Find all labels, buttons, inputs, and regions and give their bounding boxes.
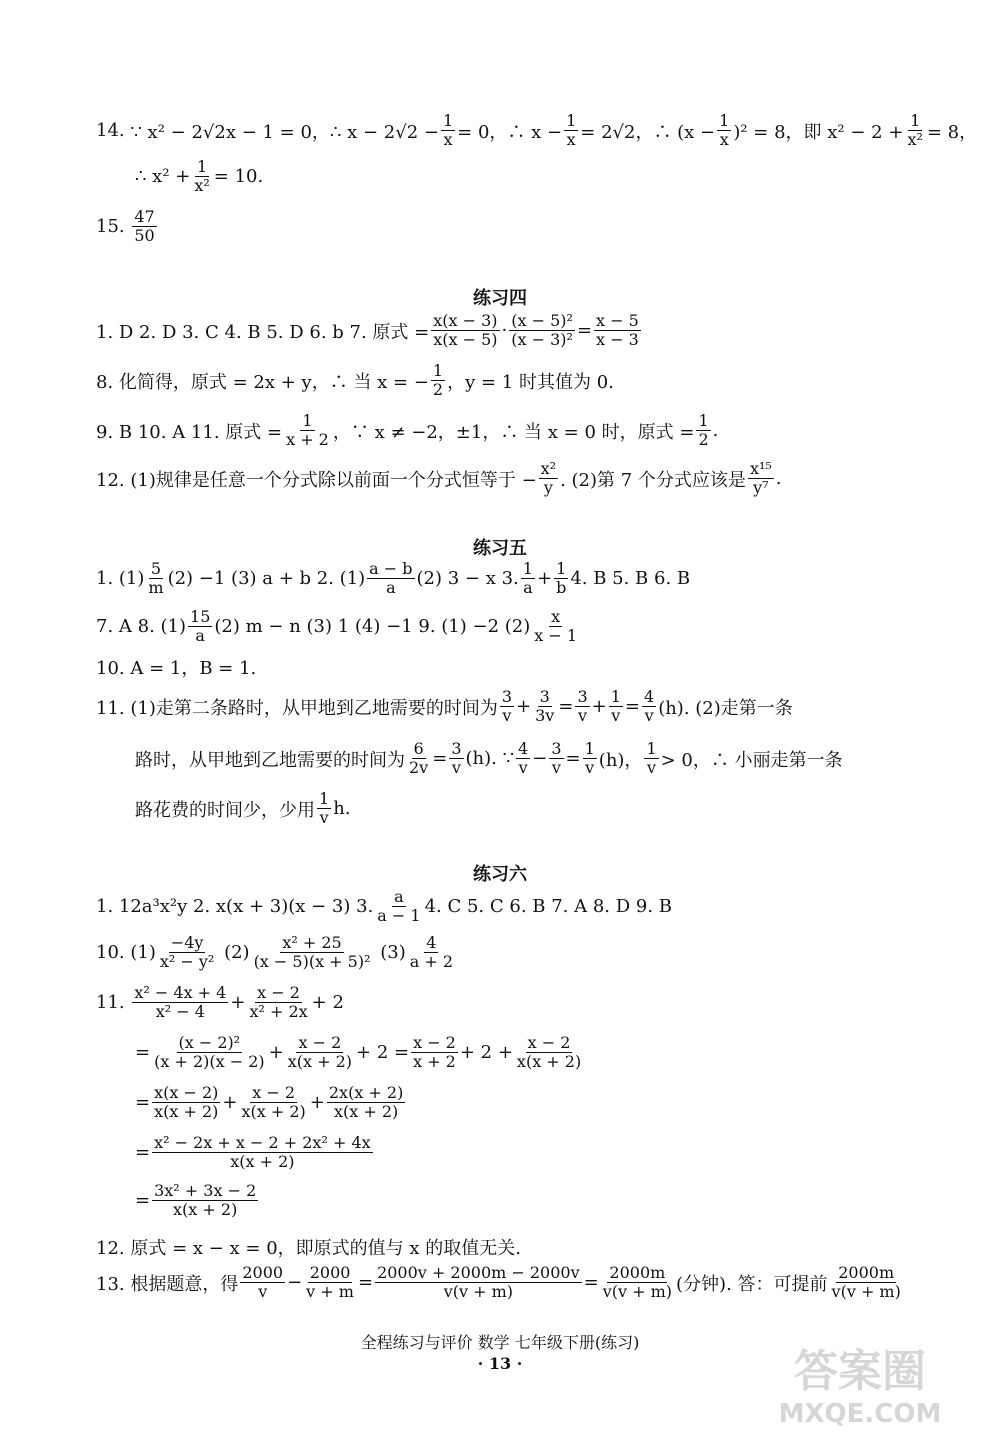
footer-title: 全程练习与评价 数学 七年级下册(练习) bbox=[360, 1333, 640, 1352]
fraction: $\frac{\text{3x² + 3x − 2}}{x(x + 2)}$ bbox=[154, 1181, 257, 1220]
fraction: $\frac{3}{v}$ bbox=[451, 739, 462, 778]
fraction: $\frac{15}{a}$ bbox=[190, 607, 211, 646]
math-text: (h). (2)走第一条 bbox=[658, 697, 793, 719]
fraction: $\frac{x - 2}{\text{x² + 2x}}$ bbox=[249, 983, 308, 1022]
math-text: (2) −1 (3) a + b 2. (1) bbox=[167, 568, 366, 590]
fraction: $\frac{x - 2}{x + 2}$ bbox=[413, 1033, 456, 1072]
item-number: 15. bbox=[96, 216, 125, 238]
ex6-line10 bbox=[96, 934, 457, 972]
section-heading-6: 练习六 bbox=[473, 864, 527, 885]
math-text: ∵ x² − 2√2x − 1 = 0，∴ x − 2√2 − bbox=[130, 121, 439, 143]
fraction: $\frac{1}{v}$ bbox=[319, 789, 330, 828]
ex6-line11-step4: = $\frac{\text{x² − 2x + x − 2 + 2x² + 4x}}{x(x + 2)}$ bbox=[135, 1133, 371, 1172]
ex6-line11-step2: = $\frac{\text{(x − 2)²}}{(x + 2)(x - 2)}$ + $\frac{x - 2}{x(x + 2)}$ + 2 = $\frac{x - 2}{x + 2}$ + 2 + $\frac{x - 2}{x(x + 2)}$ bbox=[135, 1033, 582, 1072]
fraction: $\frac{3}{v}$ bbox=[577, 687, 588, 726]
ex6-line11-step3: = $\frac{x(x - 2)}{x(x + 2)}$ + $\frac{x - 2}{x(x + 2)}$ + $\frac{2x(x + 2)}{x(x + 2)}$ bbox=[135, 1083, 404, 1122]
fraction: $\frac{4}{a + 2}$ bbox=[409, 933, 454, 972]
answer-14-line1 bbox=[96, 112, 977, 150]
ex6-line11-step1: 11. $\frac{\text{x² − 4x + 4}}{\text{x² − 4}}$ + $\frac{x - 2}{\text{x² + 2x}}$ + 2 bbox=[96, 983, 344, 1022]
item-number: 11. bbox=[96, 992, 125, 1014]
math-text: 路花费的时间少，少用 bbox=[135, 799, 315, 821]
section-heading-5: 练习五 bbox=[473, 538, 527, 559]
math-text: > 0，∴ 小丽走第一条 bbox=[660, 749, 843, 771]
math-text: (h)， bbox=[598, 749, 643, 771]
fraction: $\frac{2000m}{v(v + m)}$ bbox=[831, 1263, 901, 1302]
math-text: (2) m − n (3) 1 (4) −1 9. (1) −2 (2) bbox=[214, 616, 531, 638]
ex4-line8 bbox=[96, 362, 614, 400]
fraction: $\frac{1}{\text{x²}}$ bbox=[194, 157, 210, 196]
ex5-line10 bbox=[96, 654, 256, 680]
math-text: = 0，∴ x − bbox=[457, 121, 563, 143]
math-text: ，∵ x ≠ −2，±1，∴ 当 x = 0 时，原式 = bbox=[332, 421, 695, 443]
ex5-line11a: 11. (1)走第二条路时，从甲地到乙地需要的时间为 $\frac{3}{v}$ + $\frac{3}{3v}$ = $\frac{3}{v}$ + $\frac{1}{v}$ = $\frac{4}{v}$ (h). (2)走第一条 bbox=[96, 687, 793, 726]
math-text: 9. B 10. A 11. 原式 = bbox=[96, 421, 283, 443]
watermark-text-url: MXQE.COM bbox=[778, 1399, 942, 1429]
math-text: · bbox=[501, 320, 508, 342]
fraction: $\frac{x - 5}{x - 3}$ bbox=[596, 311, 639, 350]
math-text: 4. C 5. C 6. B 7. A 8. D 9. B bbox=[424, 896, 673, 918]
fraction: $\frac{1}{b}$ bbox=[556, 559, 567, 598]
math-text: . bbox=[775, 468, 782, 490]
math-text: 路时，从甲地到乙地需要的时间为 bbox=[135, 749, 405, 771]
fraction: $\frac{1}{\text{x²}}$ bbox=[907, 111, 923, 150]
ex4-line1 bbox=[96, 312, 643, 350]
ex5-line11c bbox=[135, 790, 351, 828]
ex4-line12 bbox=[96, 460, 782, 498]
ex6-line12 bbox=[96, 1234, 521, 1260]
math-text: 7. A 8. (1) bbox=[96, 616, 187, 638]
fraction: $\frac{1}{2}$ bbox=[698, 411, 709, 450]
ex4-line9 bbox=[96, 412, 718, 450]
fraction: $\frac{2x(x + 2)}{x(x + 2)}$ bbox=[328, 1083, 404, 1122]
answer-15 bbox=[96, 208, 159, 246]
math-text: = 8， bbox=[926, 121, 978, 143]
fraction: $\frac{x - 2}{x(x + 2)}$ bbox=[287, 1033, 353, 1072]
math-text: (3) bbox=[380, 942, 406, 964]
fraction: $\frac{3}{v}$ bbox=[551, 739, 562, 778]
fraction: $\frac{1}{v}$ bbox=[584, 739, 595, 778]
fraction: $\frac{a - b}{a}$ bbox=[369, 559, 413, 598]
fraction: $\frac{1}{x}$ bbox=[719, 111, 730, 150]
math-text: 11. (1)走第二条路时，从甲地到乙地需要的时间为 bbox=[96, 697, 498, 719]
page-number: · 13 · bbox=[477, 1354, 523, 1373]
fraction: $\frac{-4y}{\text{x² − y²}}$ bbox=[159, 933, 215, 972]
math-text: . bbox=[712, 420, 719, 442]
fraction: $\frac{2000}{v}$ bbox=[242, 1263, 284, 1302]
math-text: (h). ∵ bbox=[465, 748, 515, 770]
math-text: 10. A = 1，B = 1. bbox=[96, 658, 257, 679]
fraction: $\frac{2000}{v + m}$ bbox=[306, 1263, 354, 1302]
fraction: $\frac{5}{m}$ bbox=[148, 559, 164, 598]
fraction: $\frac{1}{v}$ bbox=[610, 687, 621, 726]
math-text: (2) bbox=[224, 942, 250, 964]
math-text: 4. B 5. B 6. B bbox=[570, 568, 691, 590]
fraction: $\frac{1}{2}$ bbox=[432, 361, 444, 400]
fraction: $\frac{x}{x - 1}$ bbox=[534, 607, 578, 646]
fraction: $\frac{x - 2}{x(x + 2)}$ bbox=[516, 1033, 582, 1072]
watermark-text-cn: 答案圈 bbox=[794, 1346, 926, 1397]
fraction: $\frac{3}{3v}$ bbox=[535, 687, 555, 726]
math-text: = bbox=[576, 320, 593, 342]
math-text: 13. 根据题意，得 bbox=[96, 1273, 239, 1295]
math-text: 1. (1) bbox=[96, 568, 145, 590]
math-text: + 2 bbox=[311, 992, 344, 1014]
math-text: + 2 + bbox=[459, 1042, 513, 1064]
math-text: . (2)第 7 个分式应该是 bbox=[560, 469, 746, 491]
fraction: $\frac{\text{(x − 2)²}}{(x + 2)(x - 2)}$ bbox=[154, 1033, 265, 1072]
math-text: 8. 化简得，原式 = 2x + y，∴ 当 x = − bbox=[96, 371, 429, 393]
fraction: $\frac{x - 2}{x(x + 2)}$ bbox=[241, 1083, 306, 1122]
fraction: $\frac{6}{2v}$ bbox=[409, 739, 429, 778]
math-text: 10. (1) bbox=[96, 942, 156, 964]
math-text: 12. (1)规律是任意一个分式除以前面一个分式恒等于 − bbox=[96, 469, 537, 491]
ex6-line13: 13. 根据题意，得 $\frac{2000}{v}$ − $\frac{2000}{v + m}$ = $\frac{2000v + 2000m - 2000v}{v(v + m)}$ = $\frac{2000m}{v(v + m)}$ (分钟). 答：可提前 $\frac{2000m}{v(v + m)}$ bbox=[96, 1263, 901, 1302]
fraction: $\frac{1}{v}$ bbox=[646, 739, 657, 778]
fraction: $\frac{1}{x + 2}$ bbox=[286, 411, 329, 450]
math-text: (分钟). 答：可提前 bbox=[676, 1273, 828, 1295]
fraction: $\frac{\text{x² + 25}}{\text{(x − 5)(x + 5)²}}$ bbox=[253, 933, 371, 972]
math-text: + bbox=[536, 568, 553, 590]
fraction: $\frac{2000m}{v(v + m)}$ bbox=[602, 1263, 673, 1302]
fraction: $\frac{\text{(x − 5)²}}{\text{(x − 3)²}}$ bbox=[511, 311, 573, 350]
math-text: = 2√2，∴ (x − bbox=[580, 121, 716, 143]
answer-14-line2 bbox=[135, 158, 263, 196]
section-heading-4: 练习四 bbox=[473, 288, 527, 309]
math-text: (2) 3 − x 3. bbox=[416, 568, 519, 590]
fraction: $\frac{4}{v}$ bbox=[644, 687, 655, 726]
math-text: = 10. bbox=[213, 166, 264, 188]
fraction: $\frac{1}{a}$ bbox=[522, 559, 533, 598]
fraction: $\frac{3}{v}$ bbox=[501, 687, 513, 726]
math-text: + 2 = bbox=[356, 1042, 410, 1064]
fraction: $\frac{x(x - 3)}{x(x - 5)}$ bbox=[433, 311, 498, 350]
ex5-line11b: 路时，从甲地到乙地需要的时间为 $\frac{6}{2v}$ = $\frac{3}{v}$ (h). ∵ $\frac{4}{v}$ − $\frac{3}{v}$ = $\frac{1}{v}$ (h)， $\frac{1}{v}$ > 0，∴ 小丽走第一条 bbox=[135, 739, 843, 778]
fraction: $\frac{47}{50}$ bbox=[134, 207, 155, 246]
watermark-logo bbox=[760, 1324, 960, 1434]
ex6-line11-step5: = $\frac{\text{3x² + 3x − 2}}{x(x + 2)}$ bbox=[135, 1181, 257, 1220]
fraction: $\frac{1}{x}$ bbox=[566, 111, 577, 150]
math-text: )² = 8，即 x² − 2 + bbox=[733, 121, 904, 143]
math-text: h. bbox=[333, 798, 351, 820]
ex5-line7 bbox=[96, 608, 581, 646]
fraction: $\frac{\text{x²}}{y}$ bbox=[540, 459, 557, 498]
fraction: $\frac{1}{x}$ bbox=[442, 111, 454, 150]
math-text: 1. D 2. D 3. C 4. B 5. D 6. b 7. 原式 = bbox=[96, 321, 430, 343]
item-number: 14. bbox=[96, 120, 125, 142]
fraction: $\frac{x(x - 2)}{x(x + 2)}$ bbox=[154, 1083, 219, 1122]
ex5-line1 bbox=[96, 560, 690, 598]
fraction: $\frac{2000v + 2000m - 2000v}{v(v + m)}$ bbox=[377, 1263, 580, 1302]
ex6-line1 bbox=[96, 888, 672, 926]
math-text: 12. 原式 = x − x = 0，即原式的值与 x 的取值无关. bbox=[96, 1238, 521, 1259]
math-text: 1. 12a³x²y 2. x(x + 3)(x − 3) 3. bbox=[96, 896, 374, 918]
fraction: $\frac{\text{x² − 4x + 4}}{\text{x² − 4}}$ bbox=[134, 983, 227, 1022]
fraction: $\frac{\text{x² − 2x + x − 2 + 2x² + 4x}}{x(x + 2)}$ bbox=[154, 1133, 371, 1172]
fraction: $\frac{4}{v}$ bbox=[518, 739, 529, 778]
fraction: $\frac{a}{a - 1}$ bbox=[377, 887, 421, 926]
fraction: $\frac{\text{x¹⁵}}{\text{y⁷}}$ bbox=[749, 459, 772, 498]
math-text: ∴ x² + bbox=[135, 166, 191, 188]
math-text: ，y = 1 时其值为 0. bbox=[447, 371, 614, 393]
